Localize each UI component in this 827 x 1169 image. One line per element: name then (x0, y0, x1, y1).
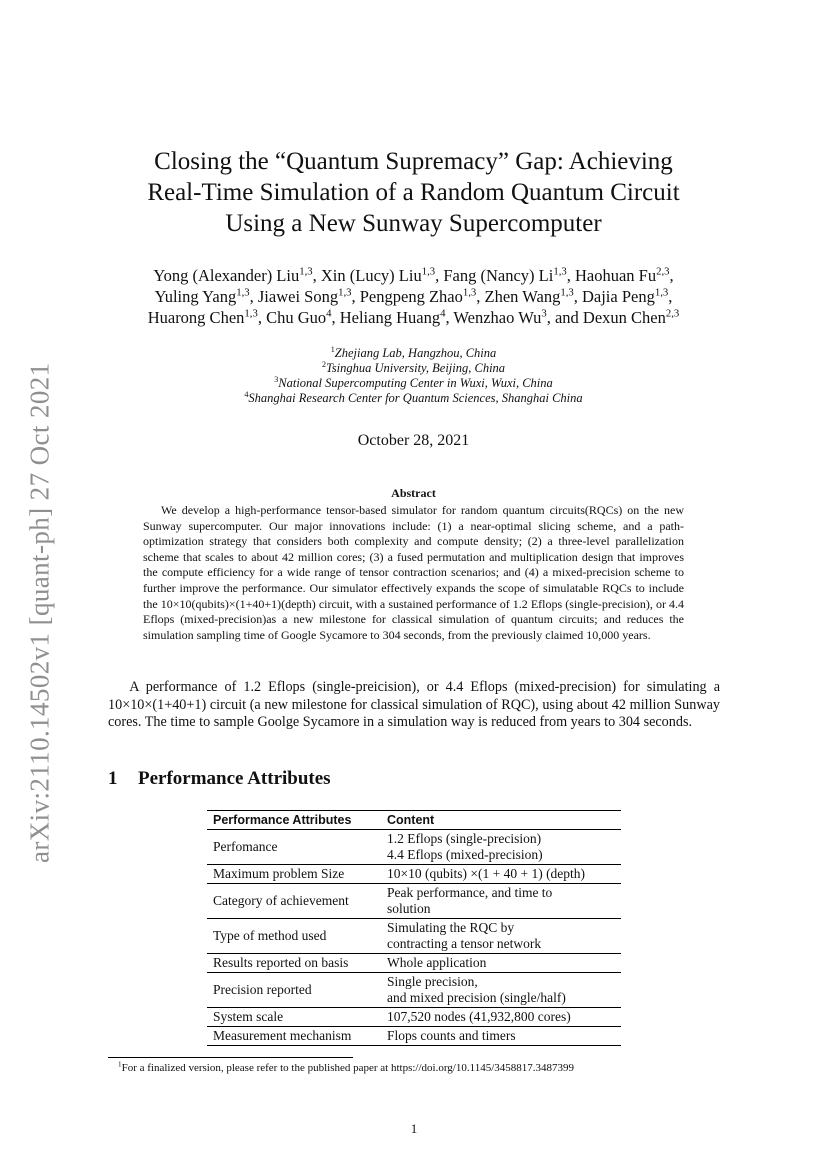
author-name: , Wenzhao Wu (445, 308, 542, 327)
author-name: , Chu Guo (257, 308, 327, 327)
author-list (95, 265, 732, 328)
author-affil-mark: 2,3 (656, 265, 670, 278)
author-line-1 (95, 265, 732, 286)
author-name: , and Dexun Chen (546, 308, 666, 327)
attribute-cell: Precision reported (207, 973, 381, 1008)
author-line-3 (95, 307, 732, 328)
content-line: Whole application (387, 955, 487, 970)
table-row (207, 1008, 621, 1027)
content-line: Simulating the RQC by (387, 920, 515, 935)
author-affil-mark: 1,3 (236, 286, 250, 299)
section-heading (108, 768, 331, 790)
affiliation-mark: 1 (330, 344, 335, 354)
column-header: Content (381, 811, 621, 830)
page-number: 1 (410, 1121, 418, 1136)
footnote-text: For a finalized version, please refer to the published paper at https://doi.org/10.1145/3458817.3487399 (121, 1062, 575, 1074)
attribute-cell: Measurement mechanism (213, 1028, 352, 1043)
content-line: contracting a tensor network (387, 936, 542, 951)
author-name: , Pengpeng Zhao (351, 287, 463, 306)
author-name: , Fang (Nancy) Li (435, 266, 554, 285)
title-line: Using a New Sunway Supercomputer (225, 210, 602, 237)
attribute-cell: Category of achievement (207, 884, 381, 919)
attribute-cell: System scale (207, 1008, 381, 1027)
author-affil-mark: 2,3 (665, 307, 680, 320)
footnote-rule (108, 1057, 353, 1058)
content-line: Peak performance, and time to (387, 885, 553, 900)
footnote-mark: 1 (118, 1060, 122, 1069)
column-header: Performance Attributes (207, 811, 381, 830)
title-line: Closing the “Quantum Supremacy” Gap: Achieving (154, 148, 673, 175)
content-line: 4.4 Eflops (mixed-precision) (387, 847, 543, 862)
footnote (118, 1062, 574, 1074)
content-cell (381, 865, 621, 884)
content-cell (381, 919, 621, 954)
abstract-heading: Abstract (391, 486, 436, 500)
author-affil-mark: 1,3 (244, 307, 258, 320)
content-line: and mixed precision (single/half) (387, 990, 566, 1005)
author-separator: , (668, 287, 673, 306)
content-cell (381, 1008, 621, 1027)
title-line: Real-Time Simulation of a Random Quantum Circuit (147, 179, 680, 206)
author-line-2 (95, 286, 732, 307)
affiliation-text: Shanghai Research Center for Quantum Sciences, Shanghai China (248, 391, 583, 405)
content-line: solution (387, 901, 431, 916)
author-affil-mark: 1,3 (654, 286, 669, 299)
author-affil-mark: 1,3 (462, 286, 477, 299)
affiliation-text: National Supercomputing Center in Wuxi, Wuxi, China (278, 376, 553, 390)
affiliation-text: Zhejiang Lab, Hangzhou, China (334, 346, 497, 360)
affiliation (180, 391, 647, 406)
section-number: 1 (108, 768, 118, 789)
attribute-cell: Type of method used (207, 919, 381, 954)
author-name: , Dajia Peng (573, 287, 655, 306)
table-header-row (207, 811, 621, 830)
author-name: , Jiawei Song (249, 287, 339, 306)
author-affil-mark: 4 (326, 307, 332, 320)
author-name: , Heliang Huang (331, 308, 441, 327)
content-cell (381, 973, 621, 1008)
table-row (207, 884, 621, 919)
author-name: Huarong Chen (147, 308, 245, 327)
author-name: , Xin (Lucy) Liu (312, 266, 422, 285)
affiliation (180, 346, 647, 361)
content-line: Single precision, (387, 974, 478, 989)
section-title: Performance Attributes (138, 768, 331, 789)
table-row (207, 830, 621, 865)
author-separator: , (669, 266, 674, 285)
author-affil-mark: 3 (541, 307, 547, 320)
attribute-cell: Results reported on basis (207, 954, 381, 973)
author-name: , Zhen Wang (476, 287, 561, 306)
affiliations (180, 346, 647, 406)
affiliation-text: Tsinghua University, Beijing, China (326, 361, 506, 375)
content-line: Flops counts and timers (387, 1028, 516, 1043)
abstract-text: We develop a high-performance tensor-based simulator for random quantum circuits(RQCs) on the new Sunway supercomputer. Our major innovations include: (1) a near-optimal slicing scheme, and a path-optimization strategy that considers both complexity and compute density; (2) a three-level parallelization scheme that scales to about 42 million cores; (3) a fused permutation and multiplication design that improves the compute efficiency for a wide range of tensor contraction scenarios; and (4) a mixed-precision scheme to further improve the performance. Our simulator effectively expands the scope of simulatable RQCs to include the 10×10(qubits)×(1+40+1)(depth) circuit, with a sustained performance of 1.2 Eflops (single-precision), or 4.4 Eflops (mixed-precision)as a new milestone for classical simulation of quantum circuits; and reduces the simulation sampling time of Google Sycamore to 304 seconds, from the previously claimed 10,000 years. (143, 503, 684, 642)
content-cell (381, 884, 621, 919)
author-name: Yong (Alexander) Liu (153, 266, 300, 285)
content-cell (381, 830, 621, 865)
content-cell (381, 1027, 621, 1046)
table-row (207, 1027, 621, 1046)
attribute-cell: Perfomance (207, 830, 381, 865)
affiliation-mark: 3 (274, 374, 279, 384)
content-line: 1.2 Eflops (single-precision) (387, 831, 542, 846)
author-name: , Haohuan Fu (566, 266, 657, 285)
author-affil-mark: 1,3 (299, 265, 313, 278)
table-row (207, 865, 621, 884)
author-affil-mark: 1,3 (338, 286, 352, 299)
performance-attributes-table (207, 810, 621, 1046)
summary-paragraph: A performance of 1.2 Eflops (single-preicision), or 4.4 Eflops (mixed-precision) for simulating a 10×10×(1+40+1) circuit (a new milestone for classical simulation of RQC), using about 42 million Sunway cores. The time to sample Goolge Sycamore in a simulation way is reduced from years to 304 seconds. (108, 679, 720, 730)
table-row (207, 954, 621, 973)
paper-title (100, 146, 727, 239)
content-cell (381, 954, 621, 973)
affiliation (180, 361, 647, 376)
affiliation-mark: 4 (244, 389, 249, 399)
attribute-cell: Maximum problem Size (207, 865, 381, 884)
author-affil-mark: 1,3 (553, 265, 567, 278)
content-line: 107,520 nodes (41,932,800 cores) (387, 1009, 571, 1024)
author-affil-mark: 4 (440, 307, 446, 320)
arxiv-identifier: arXiv:2110.14502v1 [quant-ph] 27 Oct 2021 (24, 362, 55, 863)
author-affil-mark: 1,3 (560, 286, 574, 299)
publication-date: October 28, 2021 (357, 432, 470, 449)
table-row (207, 919, 621, 954)
affiliation-mark: 2 (321, 359, 326, 369)
content-line: 10×10 (qubits) ×(1 + 40 + 1) (depth) (387, 866, 586, 881)
author-name: Yuling Yang (154, 287, 237, 306)
author-affil-mark: 1,3 (421, 265, 436, 278)
table-row (207, 973, 621, 1008)
affiliation (180, 376, 647, 391)
